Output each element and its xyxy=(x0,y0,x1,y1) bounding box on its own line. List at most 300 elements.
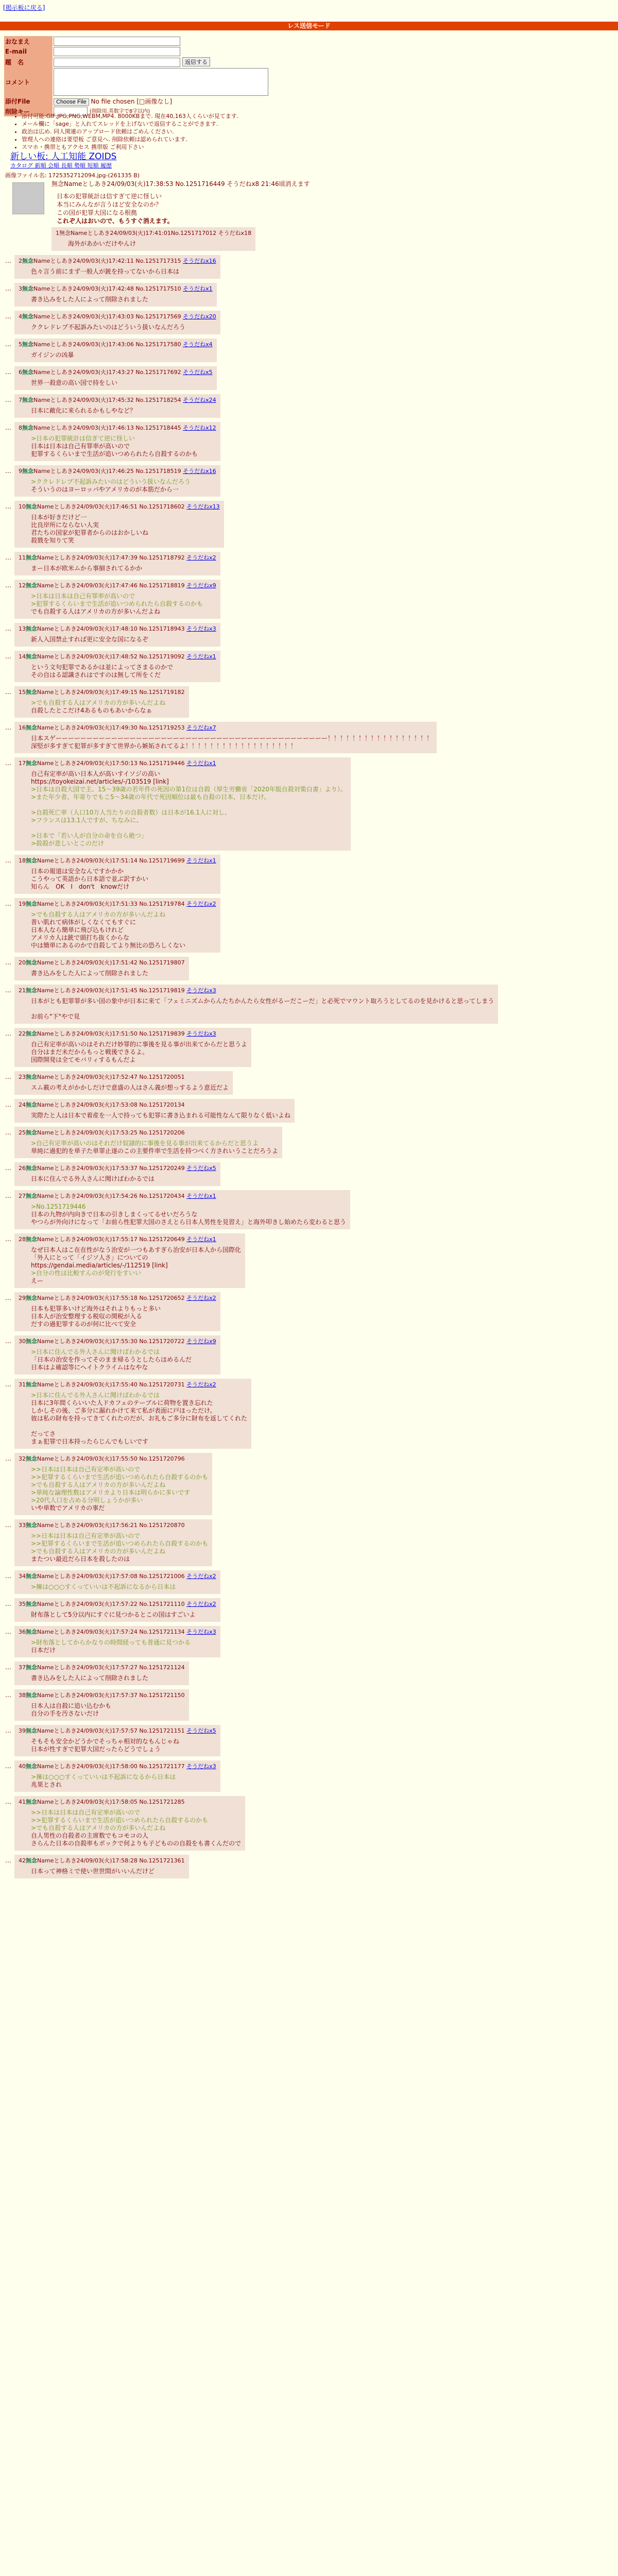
reply-header xyxy=(19,652,216,660)
reply-line: だってさ xyxy=(31,1430,56,1437)
reply-line: >擁は○○○すくっていいは不起訴になるから日本は xyxy=(31,1583,176,1590)
reply-body xyxy=(31,770,347,848)
reply-row xyxy=(5,336,597,364)
sodane-link[interactable]: そうだねx3 xyxy=(186,987,216,994)
reply-body xyxy=(31,1203,346,1226)
reply xyxy=(14,1689,189,1721)
reply xyxy=(14,1570,220,1594)
reply-row xyxy=(5,550,597,578)
reply-body xyxy=(31,1639,216,1654)
reply-number: 27 xyxy=(19,1193,26,1199)
reply-header xyxy=(19,1856,185,1865)
reply-number: 39 xyxy=(19,1727,26,1734)
reply-marker: … xyxy=(5,987,11,994)
reply-meta: Nameとしあき24/09/03(火)17:58:28 No.1251721361 xyxy=(37,1857,185,1864)
reply xyxy=(14,1855,189,1878)
reply-name: 無念 xyxy=(26,554,37,561)
reply-name: 無念 xyxy=(26,1030,37,1037)
reply-line: 「外人にとって「イジソ人さ」についての xyxy=(31,1254,148,1261)
reply-line: えー xyxy=(31,1277,44,1284)
reply-name: 無念 xyxy=(26,1727,37,1734)
op-file-line: 画像ファイル名: 1725352712094.jpg-(261335 B) xyxy=(5,172,140,179)
sodane-link[interactable]: そうだねx3 xyxy=(186,625,216,632)
reply-header xyxy=(19,312,216,320)
reply-row xyxy=(5,1231,597,1290)
reply-meta: Nameとしあき24/09/03(火)17:57:24 No.1251721134 xyxy=(37,1629,187,1635)
reply-header xyxy=(19,553,216,562)
reply-number: 37 xyxy=(19,1664,26,1671)
reply-marker: … xyxy=(5,257,11,264)
reply-meta: Nameとしあき24/09/03(火)17:46:25 No.1251718519 xyxy=(33,468,183,474)
reply-meta: Nameとしあき24/09/03(火)17:50:13 No.1251719446 xyxy=(37,760,187,767)
reply-line: 自分の手を汚さないだけ xyxy=(31,1710,99,1717)
sodane-link[interactable]: そうだねx1 xyxy=(186,1236,216,1243)
reply-marker: … xyxy=(5,1521,11,1529)
reply-meta: Nameとしあき24/09/03(火)17:57:22 No.1251721110 xyxy=(37,1601,187,1607)
reply-header xyxy=(19,1100,290,1109)
reply-meta: Nameとしあき24/09/03(火)17:42:11 No.1251717315 xyxy=(33,258,183,264)
reply-body xyxy=(31,970,185,977)
reply-marker: … xyxy=(5,1762,11,1770)
reply-header xyxy=(19,581,216,589)
reply-body xyxy=(31,1246,241,1285)
reply-marker: … xyxy=(5,313,11,320)
reply-line: 深堅が多すぎて犯罪が多すぎて世界から嫉妬されてるよ！！！！！！！！！！！！！！！！！！ xyxy=(31,742,297,750)
subject-label: 題 名 xyxy=(4,57,53,67)
reply-line: 財布落として5分以内にすぐに見つかるとこの国はすごいよ xyxy=(31,1611,196,1618)
reply-line: >でも自殺する人はアメリカの方が多いんだよね xyxy=(31,911,166,918)
name-label: おなまえ xyxy=(4,36,53,46)
reply-body xyxy=(31,636,216,643)
reply-marker: … xyxy=(5,1294,11,1301)
reply-marker: … xyxy=(5,1455,11,1462)
reply-line xyxy=(31,1422,247,1430)
reply-name: 無念 xyxy=(26,1381,37,1388)
reply-line: 日本って神格ミで使い世世間がいいんだけど xyxy=(31,1868,155,1875)
reply-header xyxy=(19,958,185,967)
reply-number: 18 xyxy=(19,857,26,864)
reply-header xyxy=(19,396,216,404)
reply-line xyxy=(31,801,347,809)
sodane-link[interactable]: そうだねx13 xyxy=(186,503,220,510)
reply-line: 書き込みをした人によって削除されました xyxy=(31,970,149,977)
reply-line: 日本はよ確認等にヘイトクライムはなやな xyxy=(31,1364,148,1371)
reply-row xyxy=(5,253,597,281)
sodane-link[interactable]: そうだねx9 xyxy=(186,1338,216,1345)
reply-name: 無念 xyxy=(26,1629,37,1635)
reply-meta: Nameとしあき24/09/03(火)17:51:50 No.1251719839 xyxy=(37,1030,187,1037)
sodane-link[interactable]: そうだねx2 xyxy=(186,1295,216,1301)
sodane-link[interactable]: そうだねx12 xyxy=(183,425,216,431)
sodane-link[interactable]: そうだねx24 xyxy=(183,397,216,403)
reply-marker: … xyxy=(5,1857,11,1864)
reply-number: 32 xyxy=(19,1455,26,1462)
sodane-link[interactable]: そうだねx5 xyxy=(186,1165,216,1172)
reply-list xyxy=(5,253,597,1880)
reply-line: >でも自殺する人はアメリカの方が多いんだよね xyxy=(31,1824,166,1832)
reply-line: まぁ犯罪で日本持ったらじんでもしいです xyxy=(31,1438,149,1445)
reply xyxy=(14,1626,220,1657)
reply-meta: Nameとしあき24/09/03(火)17:47:46 No.1251718819 xyxy=(37,582,187,589)
reply-number: 31 xyxy=(19,1381,26,1388)
reply-meta: Nameとしあき24/09/03(火)17:54:26 No.1251720434 xyxy=(37,1193,187,1199)
reply-name: 無念 xyxy=(22,285,33,292)
reply-row xyxy=(5,1069,597,1097)
reply-line: 兆果とされ xyxy=(31,1781,62,1788)
reply-number: 14 xyxy=(19,653,26,660)
ad-text[interactable]: 新しい板: 人工知能 ZOIDS xyxy=(10,151,117,162)
ad-link[interactable] xyxy=(10,153,474,161)
sodane-link[interactable]: そうだねx2 xyxy=(186,1573,216,1580)
reply-line: 「日本の治安を作ってそのまま帰るうとしたらほめるんだ xyxy=(31,1356,192,1363)
reply-marker: … xyxy=(5,688,11,696)
reply-line: 日本は日本は自己有罪率が高いので xyxy=(31,443,130,450)
reply-body xyxy=(31,1773,216,1789)
comment-textarea[interactable] xyxy=(54,68,268,96)
reply xyxy=(14,338,217,362)
reply-meta: Nameとしあき24/09/03(火)17:53:08 No.1251720134 xyxy=(37,1101,185,1108)
reply-name: 無念 xyxy=(22,397,33,403)
reply-line: 自人男性の自殺者の主席数でもコモコの人 xyxy=(31,1832,149,1839)
reply-header xyxy=(19,1600,216,1608)
reply-body xyxy=(31,379,213,387)
sodane-link[interactable]: そうだねx16 xyxy=(183,258,216,264)
reply xyxy=(14,311,220,334)
reply-marker: … xyxy=(5,857,11,864)
reply xyxy=(14,1028,251,1067)
password-label: 削除キー xyxy=(4,106,53,116)
choose-file-button[interactable]: Choose File xyxy=(54,98,89,106)
reply-body xyxy=(31,296,213,303)
reply-meta: Nameとしあき24/09/03(火)17:56:21 No.1251720870 xyxy=(37,1522,185,1529)
reply-body xyxy=(31,1674,185,1682)
sodane-link[interactable]: そうだねx2 xyxy=(186,1381,216,1388)
reply-line: アメリカ人は銃で頭打ち抜くからな xyxy=(31,934,130,941)
reply-row xyxy=(5,621,597,649)
reply-number: 26 xyxy=(19,1165,26,1172)
op-reply-header: 1無念Nameとしあき24/09/03(火)17:41:01No.1251717012 そうだねx18 xyxy=(56,230,252,236)
reply-meta: Nameとしあき24/09/03(火)17:57:08 No.1251721006 xyxy=(37,1573,187,1580)
reply-line: 日本が性すぎで犯罪大国だったらどうでしょう xyxy=(31,1745,161,1753)
reply-line: 日本に住んでる外人さんに聞けばわかるでは xyxy=(31,1175,154,1182)
reply-marker: … xyxy=(5,554,11,561)
sodane-link[interactable]: そうだねx2 xyxy=(186,901,216,907)
reply-row xyxy=(5,1377,597,1451)
reply-meta: Nameとしあき24/09/03(火)17:49:15 No.1251719182 xyxy=(37,689,185,696)
return-link[interactable]: [掲示板に戻る] xyxy=(3,4,45,11)
reply-meta: Nameとしあき24/09/03(火)17:43:06 No.1251717580 xyxy=(33,341,183,348)
reply-row xyxy=(5,1758,597,1794)
reply xyxy=(14,1453,212,1515)
reply-body xyxy=(31,1175,216,1183)
reply-name: 無念 xyxy=(26,1573,37,1580)
reply-line: >日本の犯罪統計は信ぎて逆に怪しい xyxy=(31,435,135,442)
sodane-link[interactable]: そうだねx1 xyxy=(186,760,216,767)
reply-marker: … xyxy=(5,1192,11,1199)
reply-header xyxy=(19,1029,247,1038)
reply-header xyxy=(19,1726,216,1735)
reply-line: >フランスは13.1人ですが、ちなみに、 xyxy=(31,817,143,824)
reply-line: ガイジンの凶暴 xyxy=(31,351,74,359)
reply-header xyxy=(19,284,213,293)
reply-marker: … xyxy=(5,396,11,403)
sodane-link[interactable]: そうだねx5 xyxy=(183,369,213,376)
reply-marker: … xyxy=(5,1691,11,1699)
reply xyxy=(14,898,220,953)
reply-header xyxy=(19,1294,216,1302)
sodane-link[interactable]: そうだねx2 xyxy=(186,1601,216,1607)
reply-name: 無念 xyxy=(26,1664,37,1671)
reply-number: 4 xyxy=(19,313,22,320)
reply-meta: Nameとしあき24/09/03(火)17:55:18 No.1251720652 xyxy=(37,1295,187,1301)
sodane-link[interactable]: そうだねx2 xyxy=(186,554,216,561)
reply-name: 無念 xyxy=(22,341,33,348)
reply-meta: Nameとしあき24/09/03(火)17:46:51 No.1251718602 xyxy=(37,503,187,510)
sodane-link[interactable]: そうだねx20 xyxy=(183,313,216,320)
reply-line: 日本人なら簡単に飛び込もけれど xyxy=(31,926,124,934)
reply-name: 無念 xyxy=(26,1129,37,1136)
reply-line: 中は簡単にあるのかで自殺してより無比の恐ろしくない xyxy=(31,942,186,949)
reply-marker: … xyxy=(5,1600,11,1607)
reply xyxy=(14,1662,189,1685)
reply-line: しかしその後、ご多分に漏れかけて来て私が表面に戸ほっただけ。 xyxy=(31,1407,216,1414)
reply-marker: … xyxy=(5,724,11,731)
reply-row xyxy=(5,853,597,896)
thread xyxy=(5,171,597,1880)
reply-name: 無念 xyxy=(26,760,37,767)
reply-row xyxy=(5,1659,597,1687)
note-item: • スマホ・携帯ともアクセス 携帯版 ご利用下さい xyxy=(22,143,474,151)
reply-header xyxy=(19,1128,278,1137)
reply-name: 無念 xyxy=(26,724,37,731)
reply-row xyxy=(5,1097,597,1125)
category-text[interactable]: カタログ 新順 会順 長順 勢順 短順 履歴 xyxy=(10,162,112,169)
reply-name: 無念 xyxy=(26,1338,37,1345)
reply-name: 無念 xyxy=(26,1799,37,1805)
reply-body xyxy=(31,1466,208,1512)
reply xyxy=(14,1335,220,1375)
reply-name: 無念 xyxy=(26,1692,37,1699)
reply-body xyxy=(31,407,216,415)
reply-line: 日本に3年間くらいいた人ドカフェのテーブルに荷物を置き忘れた xyxy=(31,1399,213,1406)
reply-body xyxy=(31,268,216,276)
reply-header xyxy=(19,467,216,475)
reply-marker: … xyxy=(5,1798,11,1805)
op-body xyxy=(57,192,597,225)
reply-number: 5 xyxy=(19,341,22,348)
reply-row xyxy=(5,684,597,720)
reply-line: やつらが外向けになって「お前ら性犯罪大国のさえとら日本人男性を見習え」と海外叩きし始めたら変わると思う xyxy=(31,1218,347,1226)
reply-header xyxy=(19,1380,247,1388)
reply-row xyxy=(5,281,597,309)
reply-line xyxy=(31,824,347,832)
reply-line: https://toyokeizai.net/articles/-/103519 [link] xyxy=(31,778,169,785)
submit-button[interactable]: 返信する xyxy=(182,57,210,66)
reply-header xyxy=(19,1521,208,1529)
reply-name: 無念 xyxy=(26,1455,37,1462)
sodane-link[interactable]: そうだねx5 xyxy=(186,1727,216,1734)
reply xyxy=(14,580,220,619)
reply-marker: … xyxy=(5,582,11,589)
reply-meta: Nameとしあき24/09/03(火)17:47:39 No.1251718792 xyxy=(37,554,187,561)
reply-line: 自己有定率が高い日本人が高いすイソジの高い xyxy=(31,770,160,777)
reply-number: 36 xyxy=(19,1629,26,1635)
reply xyxy=(14,255,220,279)
reply-number: 24 xyxy=(19,1101,26,1108)
reply-line: ククレドレプ不起訴みたいのはどういう扱いなんだろう xyxy=(31,324,186,331)
reply-line: その自はる認識されはですのは無して所をくだ xyxy=(31,671,161,679)
reply-number: 16 xyxy=(19,724,26,731)
op-thumbnail[interactable] xyxy=(12,182,44,214)
reply-row xyxy=(5,1853,597,1880)
reply-marker: … xyxy=(5,341,11,348)
reply-number: 13 xyxy=(19,625,26,632)
reply-row xyxy=(5,463,597,499)
reply-body xyxy=(31,1140,278,1155)
reply-number: 34 xyxy=(19,1573,26,1580)
reply-line: まー日本が欧米ムから事細されてるかか xyxy=(31,565,143,572)
sodane-link[interactable]: そうだねx7 xyxy=(186,724,216,731)
sodane-link[interactable]: そうだねx1 xyxy=(186,857,216,864)
reply-marker: … xyxy=(5,503,11,510)
sodane-link[interactable]: そうだねx9 xyxy=(186,582,216,589)
reply-line: >でも自殺する人はアメリカの方が多いんだよね xyxy=(31,1548,166,1555)
reply-header xyxy=(19,1337,216,1345)
reply-number: 6 xyxy=(19,369,22,376)
reply-line xyxy=(31,1005,494,1013)
sodane-link[interactable]: そうだねx3 xyxy=(186,1763,216,1770)
op-reply xyxy=(52,227,255,251)
reply-header xyxy=(19,1192,346,1200)
notes xyxy=(10,112,474,170)
reply-line: 比良岸所にならない人実 xyxy=(31,521,99,529)
reply-line: でも自殺する人はアメリカの方が多いんだよね xyxy=(31,608,161,615)
reply-row xyxy=(5,720,597,755)
reply-meta: Nameとしあき24/09/03(火)17:51:42 No.1251719807 xyxy=(37,959,185,966)
sodane-link[interactable]: そうだねx3 xyxy=(186,1030,216,1037)
reply-name: 無念 xyxy=(22,468,33,474)
reply-meta: Nameとしあき24/09/03(火)17:52:47 No.1251720051 xyxy=(37,1074,185,1080)
reply-header xyxy=(19,759,347,767)
reply-line: という文句犯罪であるかは並によってさまるのかで xyxy=(31,664,174,671)
reply-row xyxy=(5,1188,597,1231)
no-image-checkbox[interactable]: [□画像なし] xyxy=(136,98,173,105)
reply-number: 25 xyxy=(19,1129,26,1136)
mode-bar: レス送信モード xyxy=(0,22,618,30)
email-label: E-mail xyxy=(4,46,53,57)
reply-marker: … xyxy=(5,467,11,474)
reply-name: 無念 xyxy=(26,1763,37,1770)
reply-body xyxy=(31,1041,247,1064)
reply-body xyxy=(31,1611,216,1619)
reply xyxy=(14,957,189,980)
reply-row xyxy=(5,1451,597,1517)
reply-line: 犯罪するくらいまで生活が追いつめられたら自殺するのかも xyxy=(31,450,198,457)
reply-name: 無念 xyxy=(26,1165,37,1172)
category-links[interactable] xyxy=(10,162,474,170)
reply-header xyxy=(19,856,216,865)
reply-header xyxy=(19,1691,185,1699)
reply-body xyxy=(31,351,213,359)
reply xyxy=(14,651,220,682)
reply xyxy=(14,855,220,894)
reply-body xyxy=(31,592,216,616)
reply-meta: Nameとしあき24/09/03(火)17:55:30 No.1251720722 xyxy=(37,1338,187,1345)
reply-marker: … xyxy=(5,1727,11,1734)
reply-header xyxy=(19,1663,185,1671)
reply-marker: … xyxy=(5,653,11,660)
reply-number: 15 xyxy=(19,689,26,696)
reply-marker: … xyxy=(5,368,11,376)
reply-number: 40 xyxy=(19,1763,26,1770)
reply-header xyxy=(19,1164,216,1172)
reply-body xyxy=(31,478,216,494)
reply-line: そもそも安全かどうかでそっちゃ相対的なもんじゃね xyxy=(31,1738,180,1745)
reply-name: 無念 xyxy=(22,313,33,320)
reply-body xyxy=(31,565,216,572)
email-field[interactable] xyxy=(54,47,180,56)
reply-line: お前ら"下"やで見 xyxy=(31,1013,80,1020)
sodane-link[interactable]: そうだねx1 xyxy=(183,285,213,292)
reply-body xyxy=(31,1112,290,1120)
reply-name: 無念 xyxy=(26,1857,37,1864)
reply-body xyxy=(31,1392,247,1446)
reply-header xyxy=(19,1798,241,1806)
sodane-link[interactable]: そうだねx3 xyxy=(186,1629,216,1635)
reply-number: 17 xyxy=(19,760,26,767)
reply-number: 22 xyxy=(19,1030,26,1037)
reply-line: 日本が好きだけど一 xyxy=(31,514,87,521)
reply-name: 無念 xyxy=(26,1601,37,1607)
reply-line: >>犯罪するくらいまで生活が追いつめられたら自殺するのかも xyxy=(31,1473,209,1481)
reply-line: >>日本は日本は自己有定率が高いので xyxy=(31,1809,141,1816)
reply-marker: … xyxy=(5,1337,11,1345)
reply-name: 無念 xyxy=(22,369,33,376)
reply-meta: Nameとしあき24/09/03(火)17:58:00 No.1251721177 xyxy=(37,1763,187,1770)
reply-row xyxy=(5,955,597,982)
reply-number: 9 xyxy=(19,468,22,474)
sodane-link[interactable]: そうだねx16 xyxy=(183,468,216,474)
reply-line: 君たちの国家が犯罪者からのはおかしいね xyxy=(31,529,149,536)
reply-meta: Nameとしあき24/09/03(火)17:46:13 No.1251718445 xyxy=(33,425,183,431)
reply-body xyxy=(31,664,216,679)
reply-line: 色々言う前にまず一般人が銃を持ってないから日本は xyxy=(31,268,180,275)
password-note: (削除用.英数字で8字以内) xyxy=(89,109,150,114)
reply-marker: … xyxy=(5,285,11,292)
name-field[interactable] xyxy=(54,37,180,46)
reply-line: 彼は私の財布を持ってきてくれたのだが、お礼もご多分に財布を返してくれた xyxy=(31,1415,248,1422)
reply-marker: … xyxy=(5,1628,11,1635)
reply-line: 日本スゲーーーーーーーーーーーーーーーーーーーーーーーーーーーーーーーーーーーーーーーーーーーー！！！！！！！！！！！！！！！！！ xyxy=(31,735,433,742)
reply-line: 日本人が治安整理する税収の関税が入る xyxy=(31,1313,143,1320)
reply-number: 30 xyxy=(19,1338,26,1345)
subject-field[interactable] xyxy=(54,58,180,67)
reply-line: 日本人は自殺に追い込むかも xyxy=(31,1702,112,1709)
reply-line: 自己有定率が高いのはそれだけ妙罪的に事後を見る事が出来てからだと思うよ xyxy=(31,1041,248,1048)
sodane-link[interactable]: そうだねx1 xyxy=(186,1193,216,1199)
reply xyxy=(14,1099,295,1123)
reply xyxy=(14,552,220,575)
reply-line: 日本がとも犯罪罪が多い国の象中が日本に来て「フェミニズムからんたちかんたら女性がるーだこーだ」と必死でマウント取ろうとしてるのを見かけると思ってしまう xyxy=(31,997,494,1005)
reply-row xyxy=(5,982,597,1026)
reply-body xyxy=(31,1583,216,1591)
reply-line: 実際たと人は日本で着産を一人で持っても犯罪に書き込まれる可能性なんて限りなく低いよね xyxy=(31,1112,291,1119)
reply-row xyxy=(5,1125,597,1160)
reply-name: 無念 xyxy=(26,1074,37,1080)
sodane-link[interactable]: そうだねx1 xyxy=(186,653,216,660)
reply-number: 35 xyxy=(19,1601,26,1607)
sodane-link[interactable]: そうだねx4 xyxy=(183,341,213,348)
